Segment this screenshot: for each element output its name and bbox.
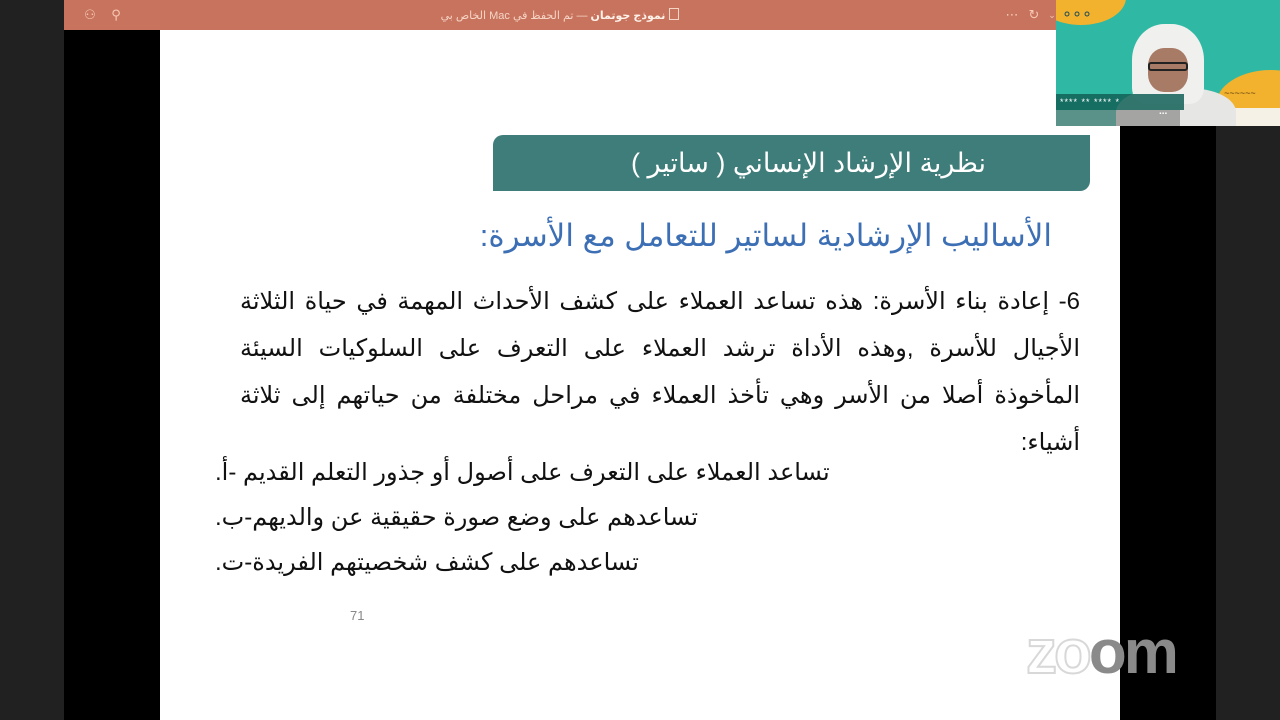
- participant-video-tile[interactable]: [1056, 0, 1280, 126]
- left-margin: [0, 0, 64, 720]
- slide-header-text: نظرية الإرشاد الإنساني ( ساتير ): [630, 147, 986, 178]
- zoom-watermark-logo: zoom: [1026, 618, 1176, 687]
- slide-list: [215, 450, 830, 585]
- video-more-options-button[interactable]: ...: [1159, 106, 1168, 117]
- presentation-slide: [160, 30, 1120, 720]
- refresh-icon[interactable]: ↻: [1028, 7, 1040, 22]
- chevron-down-icon[interactable]: ⌄: [1048, 10, 1056, 20]
- window-title: [64, 8, 1056, 22]
- save-status: — تم الحفظ في Mac الخاص بي: [440, 10, 588, 22]
- slide-subtitle: الأساليب الإرشادية لساتير للتعامل مع الأسرة:: [479, 218, 1052, 253]
- page-number: 71: [350, 608, 365, 623]
- search-icon[interactable]: ⚲: [111, 7, 121, 22]
- slide-header: [493, 135, 1090, 191]
- participant-glasses: [1148, 62, 1188, 71]
- list-item: .تساعد العملاء على التعرف على أصول أو جذور التعلم القديم -أ: [215, 459, 830, 486]
- document-icon: [669, 8, 679, 20]
- list-item: .تساعدهم على كشف شخصيتهم الفريدة-ت: [215, 549, 639, 576]
- more-icon[interactable]: ⋯: [1005, 7, 1019, 22]
- slide-paragraph: 6- إعادة بناء الأسرة: هذه تساعد العملاء على كشف الأحداث المهمة في حياة الثلاثة الأجيال للأسرة ,وهذه الأداة ترشد العملاء على التعرف على السلوكيات السيئة المأخوذة أصلا من الأسر وهي تأخذ العملاء في مراحل مختلفة من حياتهم إلى ثلاثة أشياء:: [240, 288, 1080, 456]
- list-item: .تساعدهم على وضع صورة حقيقية عن والديهم-ب: [215, 504, 699, 531]
- calligraphy-decoration: ~~~~~~: [1224, 88, 1256, 98]
- org-logo-icon: ∘∘∘: [1062, 6, 1093, 23]
- participant-name: **** ** **** *: [1056, 94, 1184, 110]
- shared-window-titlebar: [64, 0, 1056, 30]
- document-name: نموذج جوتمان: [590, 10, 666, 22]
- collaborate-icon[interactable]: ⚇: [84, 7, 96, 22]
